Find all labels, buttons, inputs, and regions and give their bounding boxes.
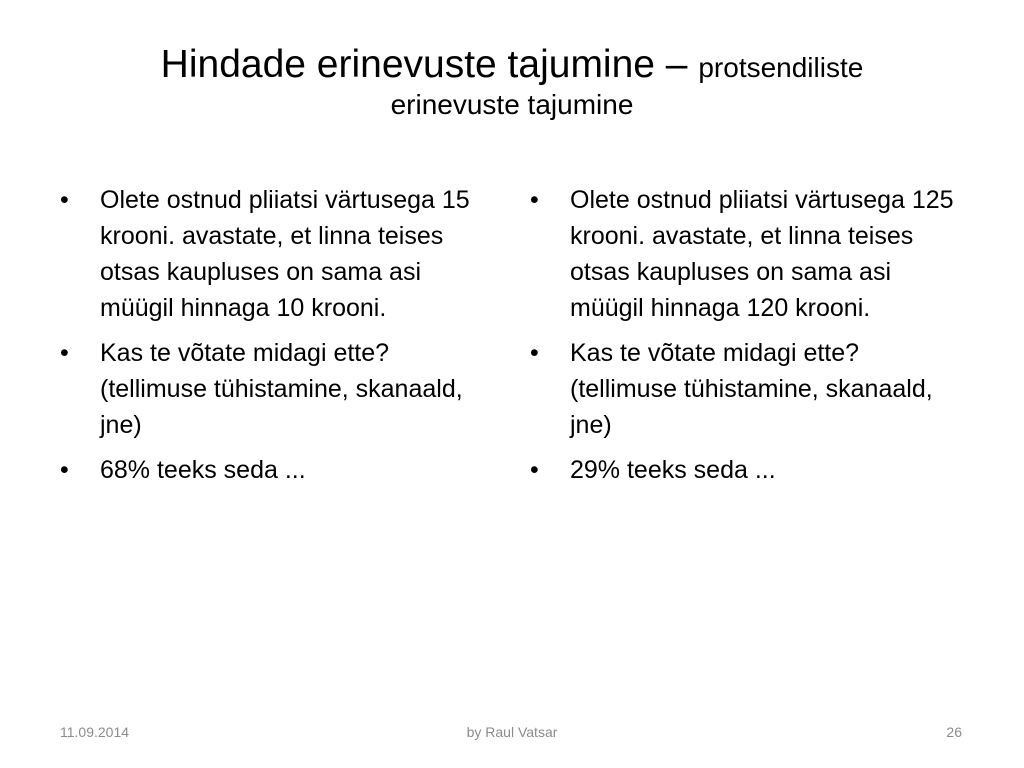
slide-title — [40, 42, 984, 121]
right-bullet-text-3: 29% teeks seda ... — [570, 456, 776, 484]
bullet-icon: • — [60, 456, 69, 484]
right-bullet-text-2: Kas te võtate midagi ette? (tellimuse tühistamine, skanaald, jne) — [570, 339, 933, 439]
title-sub-line2: erinevuste tajumine — [390, 89, 634, 121]
left-bullet-item-3 — [60, 452, 500, 488]
bullet-icon: • — [530, 186, 539, 214]
bullet-icon: • — [60, 339, 69, 367]
left-bullet-text-2: Kas te võtate midagi ette? (tellimuse tühistamine, skanaald, jne) — [100, 339, 463, 439]
left-bullet-item-1 — [60, 182, 500, 326]
title-sub-line1: protsendiliste — [698, 52, 864, 83]
footer-page-number: 26 — [946, 724, 962, 740]
bullet-icon: • — [60, 186, 69, 214]
right-bullet-item-3 — [530, 452, 970, 488]
left-bullet-list — [60, 182, 500, 497]
right-bullet-item-2 — [530, 335, 970, 443]
right-bullet-item-1 — [530, 182, 970, 326]
bullet-icon: • — [530, 456, 539, 484]
bullet-icon: • — [530, 339, 539, 367]
footer-date: 11.09.2014 — [60, 724, 130, 740]
footer-author: by Raul Vatsar — [466, 724, 558, 740]
title-main: Hindade erinevuste tajumine – — [160, 43, 699, 86]
right-bullet-list — [530, 182, 970, 497]
left-bullet-text-1: Olete ostnud pliiatsi värtusega 15 krooni. avastate, et linna teises otsas kaupluses on sama asi müügil hinnaga 10 krooni. — [100, 186, 470, 322]
left-bullet-item-2 — [60, 335, 500, 443]
right-bullet-text-1: Olete ostnud pliiatsi värtusega 125 krooni. avastate, et linna teises otsas kaupluses on sama asi müügil hinnaga 120 krooni. — [570, 186, 954, 322]
left-bullet-text-3: 68% teeks seda ... — [100, 456, 306, 484]
